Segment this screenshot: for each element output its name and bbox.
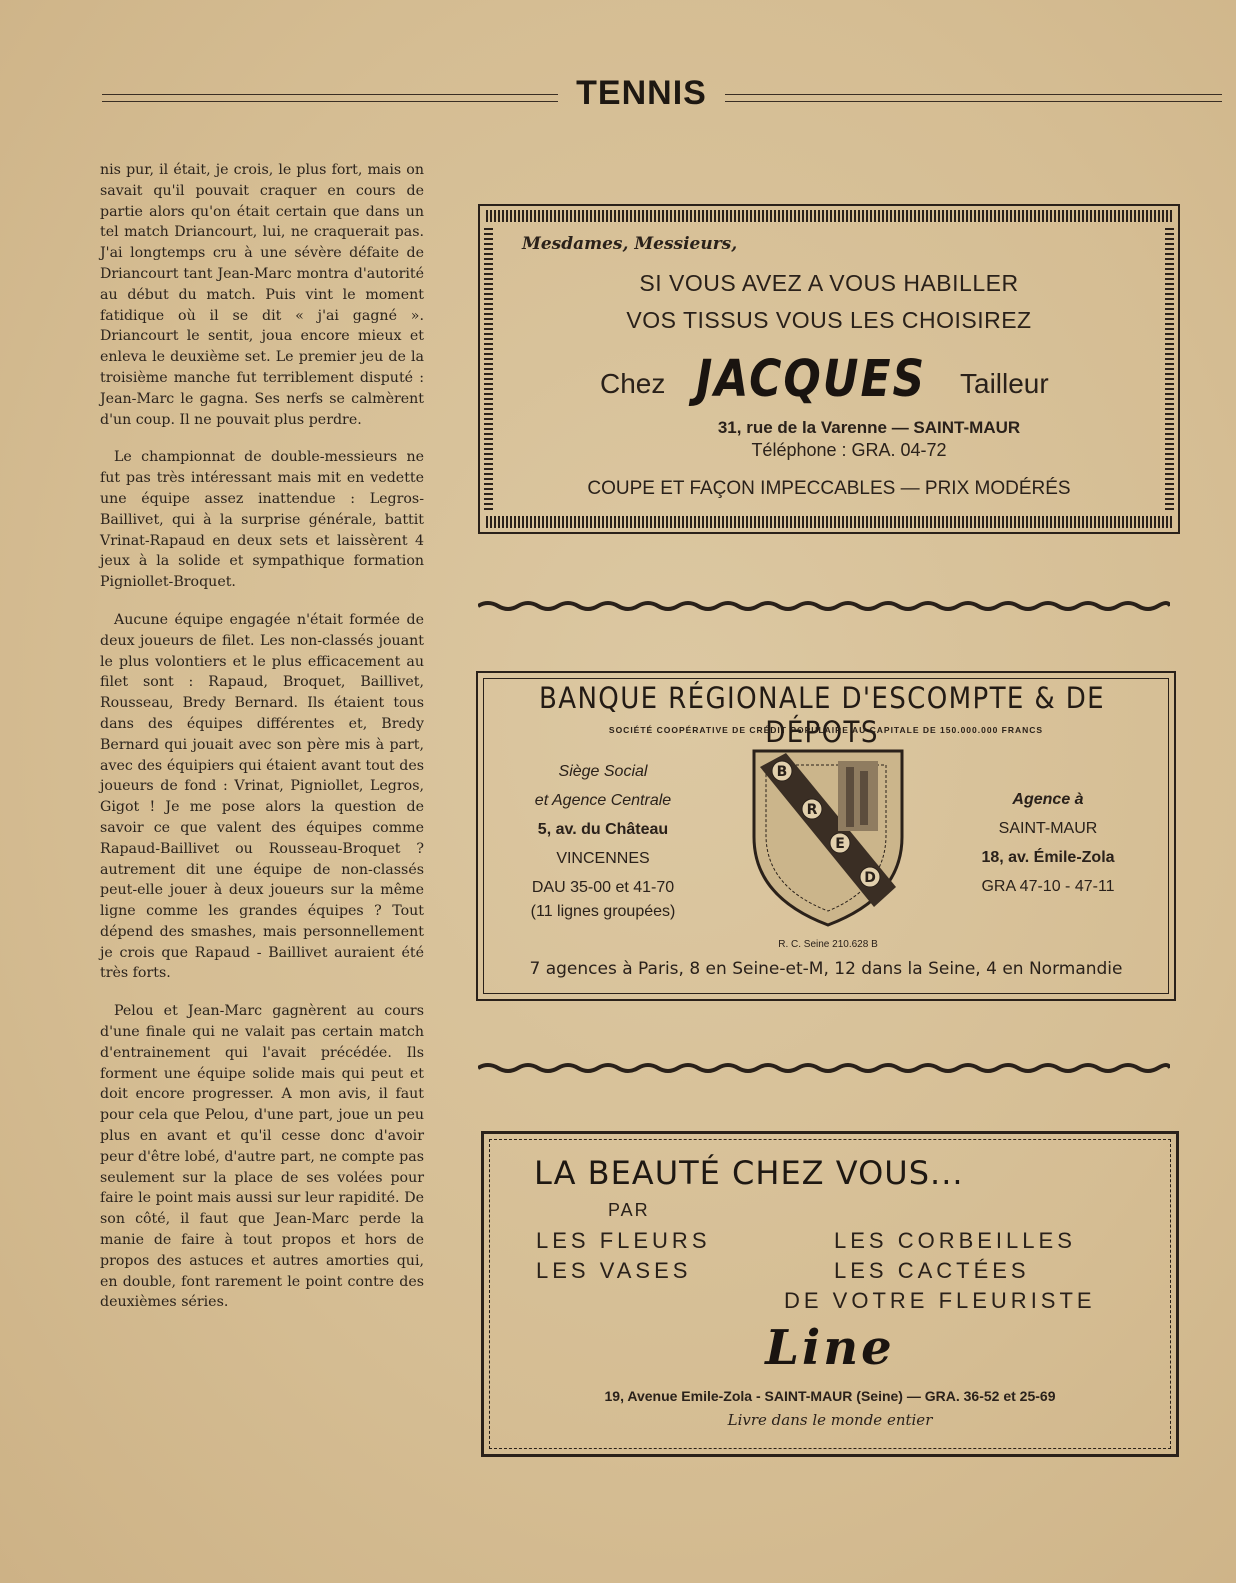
florist-item: LES FLEURS <box>536 1228 711 1253</box>
ad-line: SI VOUS AVEZ A VOUS HABILLER <box>639 270 1019 296</box>
bank-line: SAINT-MAUR <box>998 820 1098 837</box>
florist-headline: LA BEAUTÉ CHEZ VOUS... <box>534 1154 964 1192</box>
article-paragraph: Pelou et Jean-Marc gagnèrent au cours d'une finale qui ne valait pas certain match d'entrainement qui l'avait précédée. Ils forment une équipe solide mais qui peut et doit encore progresser. A mon avis, il faut pour cela que Pelou, d'une part, joue un peu plus en avant et qu'il cesse donc d'avoir peur d'être lobé, d'autre part, ne compte pas seulement sur la place de ses volées pour faire le point mais aussi sur leur rapidité. De son côté, il faut que Jean-Marc perde la manie de faire à tout propos et hors de propos des astuces et autres amorties qui, en double, font rarement le point contre des deuxièmes séries. <box>100 1003 424 1311</box>
bank-registration: R. C. Seine 210.628 B <box>778 939 878 950</box>
ad-fleuriste <box>481 1131 1179 1457</box>
bank-line: (11 lignes groupées) <box>530 903 676 920</box>
bank-line: Siège Social <box>558 763 648 780</box>
ad-brand-name: JACQUES <box>696 350 927 409</box>
bank-shield-logo <box>746 747 910 929</box>
ad-line: VOS TISSUS VOUS LES CHOISIREZ <box>626 307 1032 333</box>
florist-item: LES CACTÉES <box>834 1258 1030 1283</box>
logo-letter: D <box>864 870 876 886</box>
wavy-divider <box>478 1062 1170 1074</box>
bank-line: 18, av. Émile-Zola <box>981 849 1115 866</box>
ad-tailleur <box>478 204 1180 534</box>
header-rule-left <box>102 94 558 102</box>
florist-delivery: Livre dans le monde entier <box>727 1411 933 1429</box>
section-header <box>102 74 1222 118</box>
ad-phone: Téléphone : GRA. 04-72 <box>751 440 947 460</box>
header-rule-right <box>725 94 1222 102</box>
florist-tagline: DE VOTRE FLEURISTE <box>784 1288 1096 1313</box>
ad-greeting: Mesdames, Messieurs, <box>522 234 738 254</box>
florist-name: Line <box>765 1320 895 1376</box>
bank-line: DAU 35-00 et 41-70 <box>531 879 675 896</box>
decorative-border <box>486 516 1172 528</box>
logo-letter: R <box>806 802 818 818</box>
logo-letter: B <box>776 764 788 780</box>
article-paragraph: Le championnat de double-messieurs ne fut pas très intéressant mais mit en vedette une équipe assez inattendue : Legros-Baillivet, qui à la surprise générale, battit Vrinat-Rapaud en deux sets et laissèrent 4 jeux à la solide et sympathique formation Pigniollet-Broquet. <box>100 449 424 591</box>
ad-banque <box>476 671 1176 1001</box>
ad-name-row <box>480 350 1178 410</box>
bank-subtitle: SOCIÉTÉ COOPÉRATIVE DE CRÉDIT POPULAIRE AU CAPITALE DE 150.000.000 FRANCS <box>608 725 1044 735</box>
decorative-border <box>486 210 1172 222</box>
wavy-divider <box>478 600 1170 612</box>
florist-item: LES VASES <box>536 1258 692 1283</box>
logo-letter: E <box>835 836 845 852</box>
ad-chez: Chez <box>600 368 666 399</box>
bank-line: et Agence Centrale <box>534 792 672 809</box>
bank-branch <box>948 785 1148 901</box>
ad-trade: Tailleur <box>960 368 1049 399</box>
bank-line: 5, av. du Château <box>537 821 669 838</box>
article-column <box>100 160 424 1330</box>
article-paragraph: nis pur, il était, je crois, le plus fort, mais on savait qu'il pouvait craquer en cours de partie alors qu'on était certain que dans un tel match Driancourt, lui, ne craquerait pas. J'ai longtemps cru à une sévère défaite de Driancourt tant Jean-Marc montra d'autorité au début du match. Puis vint le moment fatidique où il se dit « j'ai gagné ». Driancourt le sentit, joua encore mieux et enleva le deuxième set. Le premier jeu de la troisième manche fut terriblement disputé : Jean-Marc le gagna. Ses nerfs se calmèrent d'un coup. Il ne pouvait plus perdre. <box>100 162 424 428</box>
florist-address: 19, Avenue Emile-Zola - SAINT-MAUR (Seine) — GRA. 36-52 et 25-69 <box>604 1388 1056 1404</box>
bank-head-office <box>498 757 708 922</box>
ad-slogan: COUPE ET FAÇON IMPECCABLES — PRIX MODÉRÉS <box>587 478 1071 499</box>
article-paragraph: Aucune équipe engagée n'était formée de deux joueurs de filet. Les non-classés jouant le plus volontiers et le plus efficacement au filet sont : Rapaud, Broquet, Baillivet, Rousseau, Bredy Bernard. Ils étaient tous dans des équipes différentes et, Bredy Bernard qui jouait avec son père mis à part, avec des équipiers qui étaient avant tout des joueurs de fond : Vrinat, Pigniollet, Legros, Gigot ! Je me pose alors la question de savoir ce que valent des équipes comme Rapaud-Baillivet ou Rousseau-Broquet ? autrement dit une équipe de non-classés peut-elle jouer à deux joueurs sur la même ligne comme les grandes équipes ? Tout dépend des smashes, mais personnellement je crois que Rapaud - Baillivet auraient été très forts. <box>100 611 424 982</box>
ad-address: 31, rue de la Varenne — SAINT-MAUR <box>717 418 1021 437</box>
section-title: TENNIS <box>576 74 707 112</box>
bank-line: VINCENNES <box>556 850 650 867</box>
bank-line: Agence à <box>1012 791 1084 808</box>
bank-name: BANQUE RÉGIONALE D'ESCOMPTE & DE DÉPOTS <box>538 681 1106 749</box>
bank-line: GRA 47-10 - 47-11 <box>981 878 1115 895</box>
florist-item: LES CORBEILLES <box>834 1228 1076 1253</box>
bank-agencies: 7 agences à Paris, 8 en Seine-et-M, 12 dans la Seine, 4 en Normandie <box>529 959 1123 979</box>
florist-par: PAR <box>608 1200 650 1220</box>
